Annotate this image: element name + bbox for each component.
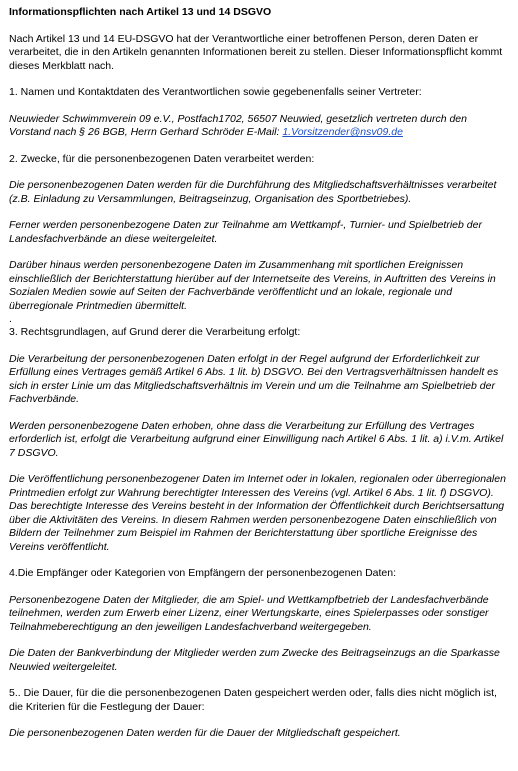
section-4-paragraph-1: Personenbezogene Daten der Mitglieder, die am Spiel- und Wettkampfbetrieb der Landesfachverbände teilnehmen, werden zum Erwerb einer Lizenz, einer Wertungskarte, eines Spielerpasses oder sonstiger Teilnahmeberechtigung an den jeweiligen Landesfachverband weitergegeben. <box>9 593 489 633</box>
section-2-heading: 2. Zwecke, für die personenbezogenen Daten verarbeitet werden: <box>9 152 315 165</box>
stray-dot: . <box>9 313 12 325</box>
section-4-heading: 4.Die Empfänger oder Kategorien von Empfängern der personenbezogenen Daten: <box>9 567 397 579</box>
email-link[interactable]: 1.Vorsitzender@nsv09.de <box>282 126 403 138</box>
section-3-paragraph-3: Die Veröffentlichung personenbezogener Daten im Internet oder in lokalen, regionalen oder überregionalen Printmedien erfolgt zur Wahrung berechtigter Interessen des Vereins (vgl. Artikel 6 Abs. 1 lit. f) DSGVO). Das berechtigte Interesse des Vereins besteht in der Information der Öffentlichkeit durch Berichtsersattung über die Aktivitäten des Vereins. In diesem Rahmen werden personenbezogene Daten einschließlich von Bildern der Teilnehmer zum Beispiel im Rahmen der Berichterstattung über sportliche Ereignisse des Vereins veröffentlicht. <box>9 473 506 553</box>
document-title: Informationspflichten nach Artikel 13 und 14 DSGVO <box>9 6 272 18</box>
document-page <box>9 6 509 754</box>
section-4-paragraph-2: Die Daten der Bankverbindung der Mitglieder werden zum Zwecke des Beitragseinzugs an die Sparkasse Neuwied weitergeleitet. <box>9 647 500 673</box>
section-5-paragraph-1: Die personenbezogenen Daten werden für die Dauer der Mitgliedschaft gespeichert. <box>9 727 401 739</box>
section-2-paragraph-3: Darüber hinaus werden personenbezogene Daten im Zusammenhang mit sportlichen Ereignissen einschließlich der Berichterstattung hierüber auf der Internetseite des Vereins, in Auftritten des Vereins in Sozialen Medien sowie auf Seiten der Fachverbände veröffentlicht und an lokale, regionale und überregionale Printmedien übermittelt. <box>9 259 496 312</box>
section-2-paragraph-2: Ferner werden personenbezogene Daten zur Teilnahme am Wettkampf-, Turnier- und Spielbetrieb der Landesfachverbände an diese weitergeleitet. <box>9 219 482 245</box>
section-1-heading: 1. Namen und Kontaktdaten des Verantwortlichen sowie gegebenenfalls seiner Vertreter: <box>9 86 422 98</box>
intro-paragraph: Nach Artikel 13 und 14 EU-DSGVO hat der Verantwortliche einer betroffenen Person, deren Daten er verarbeitet, die in den Artikeln genannten Informationen bereit zu stellen. Dieser Informationspflicht kommt dieses Merkblatt nach. <box>9 32 503 72</box>
section-2-paragraph-1: Die personenbezogenen Daten werden für die Durchführung des Mitgliedschaftsverhältnisses verarbeitet (z.B. Einladung zu Versammlungen, Beitragseinzug, Organisation des Sportbetriebes). <box>9 179 497 205</box>
section-3-paragraph-2: Werden personenbezogene Daten erhoben, ohne dass die Verarbeitung zur Erfüllung des Vertrages erforderlich ist, erfolgt die Verarbeitung aufgrund einer Einwilligung nach Artikel 6 Abs. 1 lit. a) i.V.m. Artikel 7 DSGVO. <box>9 419 504 459</box>
section-5-heading: 5.. Die Dauer, für die die personenbezogenen Daten gespeichert werden oder, falls dies nicht möglich ist, die Kriterien für die Festlegung der Dauer: <box>9 687 497 713</box>
controller-contact-paragraph <box>9 113 509 140</box>
section-3-heading: 3. Rechtsgrundlagen, auf Grund derer die Verarbeitung erfolgt: <box>9 326 301 338</box>
controller-contact-text: Neuwieder Schwimmverein 09 e.V., Postfach1702, 56507 Neuwied, gesetzlich vertreten durch den Vorstand nach § 26 BGB, Herrn Gerhard Schröder E-Mail: <box>9 112 467 138</box>
section-3-paragraph-1: Die Verarbeitung der personenbezogenen Daten erfolgt in der Regel aufgrund der Erforderlichkeit zur Erfüllung eines Vertrages gemäß Artikel 6 Abs. 1 lit. b) DSGVO. Bei den Vertragsverhältnissen handelt es sich in erster Linie um das Mitgliedschaftsverhältnis im Verein und um die Teilnahme am Spielbetrieb der Fachverbände. <box>9 352 499 405</box>
